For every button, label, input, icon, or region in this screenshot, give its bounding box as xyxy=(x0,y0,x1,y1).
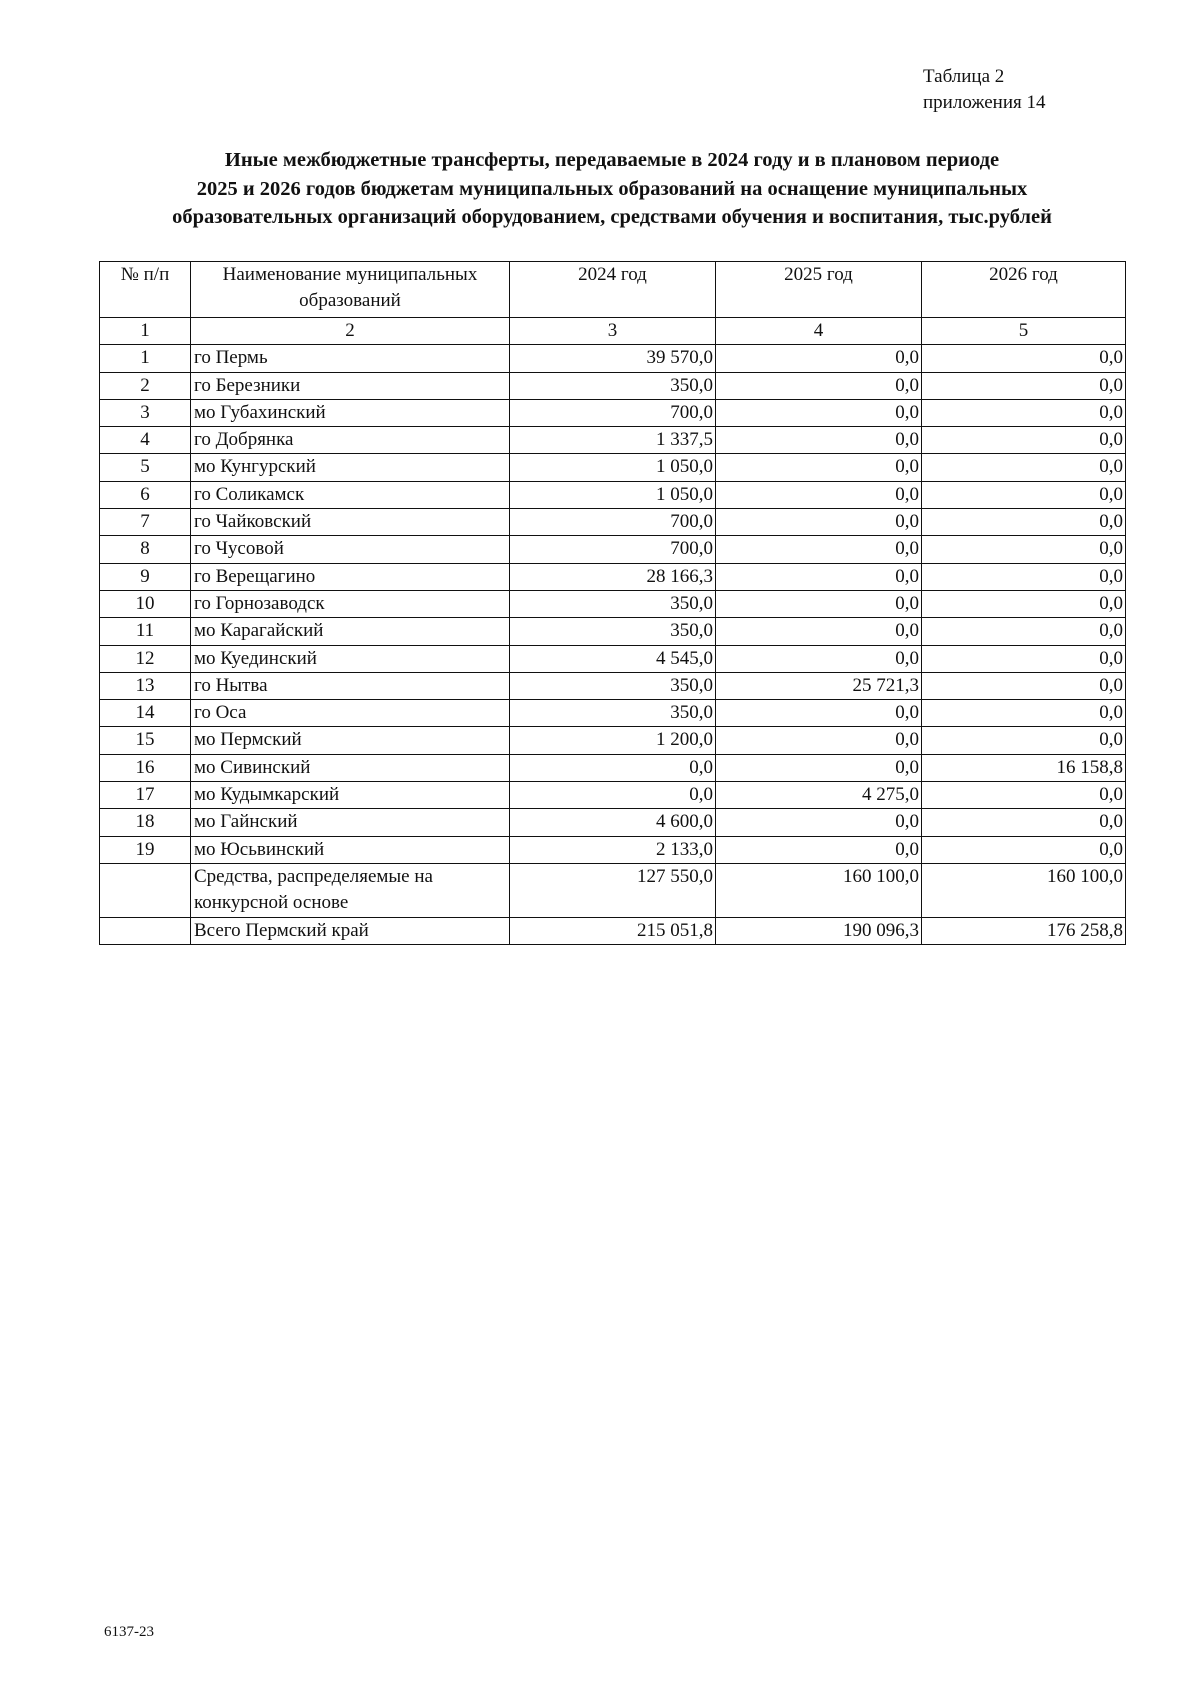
row-number: 13 xyxy=(100,672,191,699)
value-2025: 0,0 xyxy=(716,590,922,617)
value-2026: 0,0 xyxy=(922,727,1126,754)
value-2025: 0,0 xyxy=(716,399,922,426)
municipality-name: Средства, распределяемые на конкурсной основе xyxy=(191,863,510,917)
row-number: 8 xyxy=(100,536,191,563)
value-2026: 0,0 xyxy=(922,399,1126,426)
column-number: 2 xyxy=(191,318,510,345)
value-2024: 0,0 xyxy=(510,782,716,809)
table-row xyxy=(100,618,1126,645)
table-row xyxy=(100,563,1126,590)
header-municipality: Наименование муниципальных образований xyxy=(191,262,510,318)
municipality-name: го Березники xyxy=(191,372,510,399)
row-number xyxy=(100,917,191,944)
value-2026: 0,0 xyxy=(922,454,1126,481)
value-2024: 215 051,8 xyxy=(510,917,716,944)
value-2025: 160 100,0 xyxy=(716,863,922,917)
value-2025: 0,0 xyxy=(716,481,922,508)
value-2024: 39 570,0 xyxy=(510,345,716,372)
value-2026: 0,0 xyxy=(922,782,1126,809)
document-code: 6137-23 xyxy=(104,1624,154,1640)
value-2024: 1 337,5 xyxy=(510,427,716,454)
table-row xyxy=(100,672,1126,699)
municipality-name: мо Юсьвинский xyxy=(191,836,510,863)
value-2024: 350,0 xyxy=(510,672,716,699)
header-2026: 2026 год xyxy=(922,262,1126,318)
table-row xyxy=(100,590,1126,617)
row-number: 19 xyxy=(100,836,191,863)
table-row xyxy=(100,345,1126,372)
value-2026: 16 158,8 xyxy=(922,754,1126,781)
table-row xyxy=(100,399,1126,426)
table-row xyxy=(100,536,1126,563)
municipality-name: мо Кудымкарский xyxy=(191,782,510,809)
table-row xyxy=(100,836,1126,863)
value-2024: 350,0 xyxy=(510,590,716,617)
municipality-name: мо Кунгурский xyxy=(191,454,510,481)
column-number: 5 xyxy=(922,318,1126,345)
value-2024: 700,0 xyxy=(510,509,716,536)
value-2026: 0,0 xyxy=(922,700,1126,727)
value-2025: 0,0 xyxy=(716,836,922,863)
value-2025: 0,0 xyxy=(716,536,922,563)
value-2026: 160 100,0 xyxy=(922,863,1126,917)
value-2026: 0,0 xyxy=(922,481,1126,508)
table-row xyxy=(100,754,1126,781)
row-number: 9 xyxy=(100,563,191,590)
value-2026: 0,0 xyxy=(922,372,1126,399)
row-number: 6 xyxy=(100,481,191,508)
municipality-name: мо Губахинский xyxy=(191,399,510,426)
value-2026: 0,0 xyxy=(922,536,1126,563)
value-2025: 0,0 xyxy=(716,345,922,372)
value-2024: 1 050,0 xyxy=(510,454,716,481)
value-2026: 0,0 xyxy=(922,345,1126,372)
value-2025: 0,0 xyxy=(716,727,922,754)
municipality-name: го Нытва xyxy=(191,672,510,699)
competitive-funds-row xyxy=(100,863,1126,917)
value-2024: 0,0 xyxy=(510,754,716,781)
header-2024: 2024 год xyxy=(510,262,716,318)
row-number: 7 xyxy=(100,509,191,536)
appendix-reference: приложения 14 xyxy=(923,92,1046,113)
value-2024: 28 166,3 xyxy=(510,563,716,590)
municipality-name: мо Карагайский xyxy=(191,618,510,645)
municipality-name: мо Куединский xyxy=(191,645,510,672)
row-number: 5 xyxy=(100,454,191,481)
value-2026: 0,0 xyxy=(922,563,1126,590)
value-2026: 0,0 xyxy=(922,509,1126,536)
value-2024: 700,0 xyxy=(510,399,716,426)
value-2026: 0,0 xyxy=(922,427,1126,454)
row-number: 14 xyxy=(100,700,191,727)
value-2025: 25 721,3 xyxy=(716,672,922,699)
value-2025: 0,0 xyxy=(716,509,922,536)
value-2025: 0,0 xyxy=(716,427,922,454)
value-2025: 0,0 xyxy=(716,645,922,672)
row-number: 2 xyxy=(100,372,191,399)
row-number: 12 xyxy=(100,645,191,672)
title-line-2: 2025 и 2026 годов бюджетам муниципальных образований на оснащение муниципальных xyxy=(196,177,1028,200)
table-row xyxy=(100,372,1126,399)
municipality-name: го Соликамск xyxy=(191,481,510,508)
value-2024: 4 600,0 xyxy=(510,809,716,836)
row-number: 1 xyxy=(100,345,191,372)
municipality-name: мо Пермский xyxy=(191,727,510,754)
column-number: 1 xyxy=(100,318,191,345)
value-2025: 190 096,3 xyxy=(716,917,922,944)
value-2024: 1 050,0 xyxy=(510,481,716,508)
table-row xyxy=(100,481,1126,508)
row-number: 10 xyxy=(100,590,191,617)
row-number: 16 xyxy=(100,754,191,781)
row-number: 3 xyxy=(100,399,191,426)
value-2026: 0,0 xyxy=(922,672,1126,699)
table-reference: Таблица 2 xyxy=(923,66,1005,87)
value-2025: 0,0 xyxy=(716,618,922,645)
municipality-name: го Пермь xyxy=(191,345,510,372)
value-2025: 4 275,0 xyxy=(716,782,922,809)
table-row xyxy=(100,427,1126,454)
table-header-row xyxy=(100,262,1126,318)
value-2024: 350,0 xyxy=(510,372,716,399)
value-2026: 176 258,8 xyxy=(922,917,1126,944)
table-row xyxy=(100,454,1126,481)
municipality-name: мо Гайнский xyxy=(191,809,510,836)
document-title xyxy=(100,146,1124,232)
document-reference xyxy=(923,64,1045,116)
value-2024: 350,0 xyxy=(510,700,716,727)
transfers-table xyxy=(99,261,1126,945)
municipality-name: го Оса xyxy=(191,700,510,727)
table-body xyxy=(100,262,1126,945)
value-2024: 127 550,0 xyxy=(510,863,716,917)
header-number: № п/п xyxy=(100,262,191,318)
value-2025: 0,0 xyxy=(716,372,922,399)
municipality-name: го Чусовой xyxy=(191,536,510,563)
value-2025: 0,0 xyxy=(716,700,922,727)
value-2024: 4 545,0 xyxy=(510,645,716,672)
column-number-row xyxy=(100,318,1126,345)
value-2026: 0,0 xyxy=(922,809,1126,836)
row-number: 18 xyxy=(100,809,191,836)
column-number: 3 xyxy=(510,318,716,345)
table-row xyxy=(100,782,1126,809)
value-2025: 0,0 xyxy=(716,754,922,781)
value-2026: 0,0 xyxy=(922,645,1126,672)
municipality-name: Всего Пермский край xyxy=(191,917,510,944)
value-2024: 350,0 xyxy=(510,618,716,645)
total-row xyxy=(100,917,1126,944)
row-number: 11 xyxy=(100,618,191,645)
municipality-name: мо Сивинский xyxy=(191,754,510,781)
value-2024: 2 133,0 xyxy=(510,836,716,863)
municipality-name: го Добрянка xyxy=(191,427,510,454)
value-2024: 700,0 xyxy=(510,536,716,563)
table-row xyxy=(100,727,1126,754)
row-number: 4 xyxy=(100,427,191,454)
value-2024: 1 200,0 xyxy=(510,727,716,754)
value-2025: 0,0 xyxy=(716,809,922,836)
column-number: 4 xyxy=(716,318,922,345)
row-number: 17 xyxy=(100,782,191,809)
value-2026: 0,0 xyxy=(922,618,1126,645)
value-2025: 0,0 xyxy=(716,454,922,481)
value-2025: 0,0 xyxy=(716,563,922,590)
table-row xyxy=(100,809,1126,836)
header-2025: 2025 год xyxy=(716,262,922,318)
row-number xyxy=(100,863,191,917)
row-number: 15 xyxy=(100,727,191,754)
municipality-name: го Верещагино xyxy=(191,563,510,590)
title-line-3: образовательных организаций оборудованием, средствами обучения и воспитания, тыс.рублей xyxy=(172,206,1052,228)
municipality-name: го Чайковский xyxy=(191,509,510,536)
value-2026: 0,0 xyxy=(922,836,1126,863)
table-row xyxy=(100,509,1126,536)
municipality-name: го Горнозаводск xyxy=(191,590,510,617)
value-2026: 0,0 xyxy=(922,590,1126,617)
title-line-1: Иные межбюджетные трансферты, передаваемые в 2024 году и в плановом периоде xyxy=(224,149,1000,171)
table-row xyxy=(100,700,1126,727)
table-row xyxy=(100,645,1126,672)
